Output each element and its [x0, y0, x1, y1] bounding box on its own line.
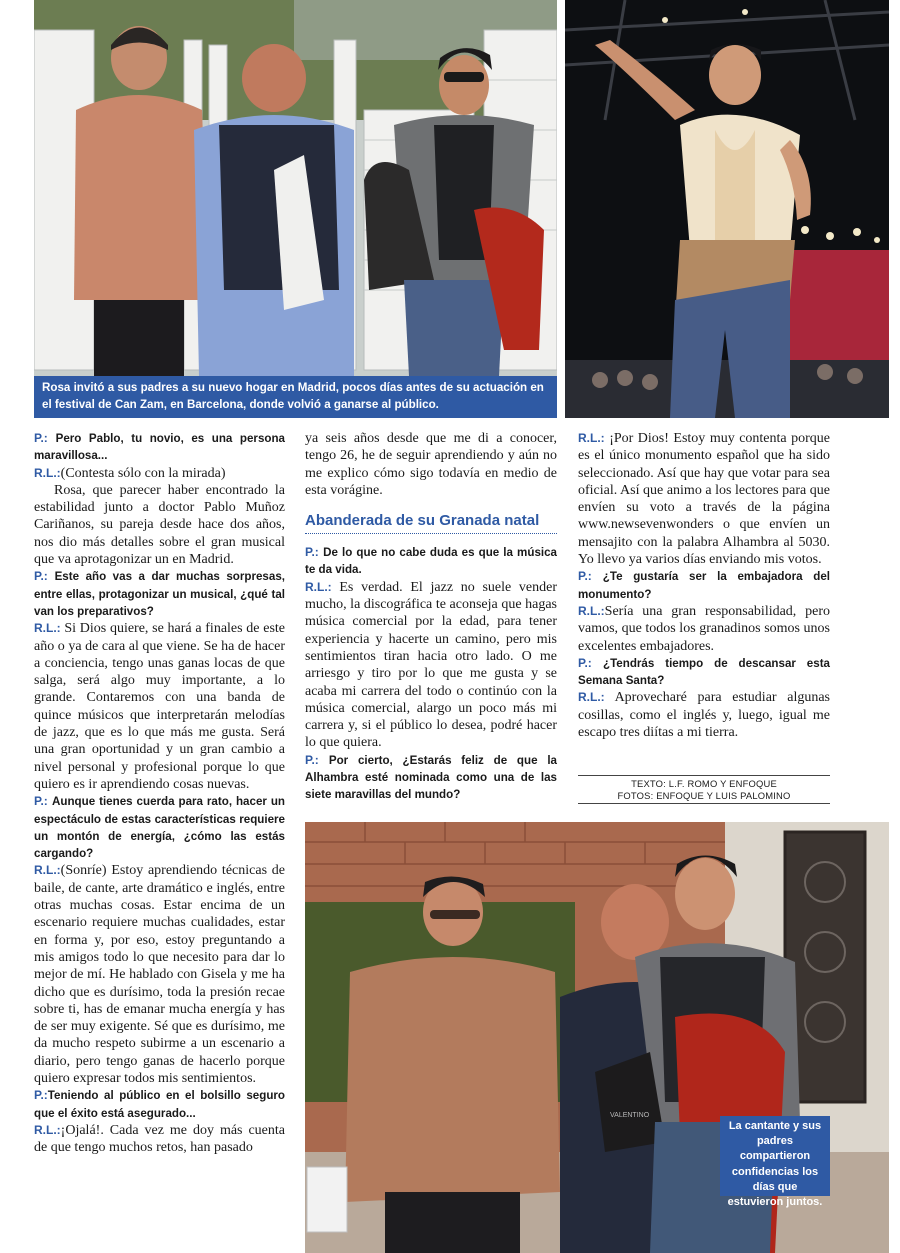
- answer-paragraph: [34, 620, 285, 793]
- photo-family-walking: [34, 0, 557, 376]
- photo-caption-bottom: La cantante y sus padres compartieron confidencias los días que estuvieron juntos.: [720, 1116, 830, 1196]
- answer-text: Aprovecharé para estudiar algunas cosillas, como el inglés y, luego, igual me escapo tres diítas a mi tierra.: [578, 690, 830, 741]
- photo-concert-stage: [565, 0, 889, 418]
- question-text: Pero Pablo, tu novio, es una persona maravillosa...: [34, 432, 286, 463]
- question-paragraph: [34, 793, 285, 862]
- question-paragraph: [34, 1087, 285, 1122]
- bag-brand-label: VALENTINO: [610, 1112, 650, 1119]
- speaker-label: P.:: [305, 752, 319, 767]
- question-text: Por cierto, ¿Estarás feliz de que la Alhambra esté nominada como una de las siete maravillas del mundo?: [305, 753, 557, 802]
- speaker-label: P.:: [578, 569, 592, 584]
- speaker-label: R.L.:: [34, 621, 61, 636]
- question-paragraph: [34, 568, 285, 620]
- answer-text: (Contesta sólo con la mirada): [60, 465, 226, 481]
- narrative-paragraph: Rosa, que parecer haber encontrado la estabilidad junto a doctor Pablo Muñoz Cariñanos, su pareja desde hace dos años, nos dio más detalles sobre el gran musical que va aprotagonizar un en Madrid.: [34, 482, 285, 568]
- question-text: ¿Tendrás tiempo de descansar esta Semana Santa?: [578, 656, 831, 688]
- answer-text: ¡Por Dios! Estoy muy contenta porque es el único monumento español que ha sido seleccionado. Así que hay que votar para sea oficial. Así que animo a los lectores para que envíen su voto a través de la página www.newsevenwonders o que envíen un mensajito con la palabra Alhambra al 5030. Yo llevo ya varios días enviando mis votos.: [578, 431, 831, 568]
- question-text: De lo que no cabe duda es que la música te da vida.: [305, 546, 558, 577]
- question-paragraph: [305, 544, 557, 579]
- question-paragraph: [34, 430, 285, 465]
- speaker-label: R.L.:: [578, 431, 605, 445]
- speaker-label: P.:: [34, 431, 48, 445]
- credit-photo-line: FOTOS: ENFOQUE Y LUIS PALOMINO: [617, 789, 791, 801]
- answer-text: Si Dios quiere, se hará a finales de este año o ya de cara al que viene. Se ha de hacer a conciencia, tengo unas ganas locas de que salga, será algo muy importante, a lo grande. Contaremos con una banda de quince músicos que interpretarán melodías de jazz, que es lo que más me gusta. Será una gran oportunidad y un gran cambio a nivel personal y profesional porque lo que quiero es ir aprendiendo cosas nuevas.: [34, 621, 285, 792]
- speaker-label: P.:: [578, 655, 592, 670]
- answer-text: Es verdad. El jazz no suele vender mucho, la discográfica te aconseja que hagas música comercial por la edad, para tener experiencia y hacerte un camino, pero mis sentimientos tiran hacia otro lado. O me arriesgo y tiro por lo que me gusta y se acaba mi carrera del todo o continúo con la música comercial, alargo un poco más mi carrera y, si el público lo desea, podré hacer lo que quiera.: [305, 579, 557, 751]
- question-paragraph: [578, 568, 830, 603]
- speaker-label: R.L.:: [305, 579, 332, 594]
- question-text: Aunque tienes cuerda para rato, hacer un espectáculo de estas características requiere un montón de energía, ¿cómo las estás cargando?: [34, 795, 286, 861]
- question-paragraph: [305, 752, 557, 804]
- article-column-2: [305, 430, 557, 804]
- speaker-label: P.:: [34, 794, 48, 809]
- photo-credits: [578, 775, 830, 804]
- credit-text-line: TEXTO: L.F. ROMO Y ENFOQUE: [631, 778, 777, 789]
- question-text: Teniendo al público en el bolsillo seguro que el éxito está asegurado...: [34, 1089, 285, 1120]
- speaker-label: P.:: [305, 545, 319, 560]
- answer-paragraph: [34, 1122, 285, 1157]
- section-subheading: Abanderada de su Granada natal: [305, 511, 557, 534]
- question-paragraph: [578, 655, 830, 690]
- answer-paragraph: [578, 603, 830, 655]
- answer-paragraph: [578, 430, 830, 568]
- speaker-label: R.L.:: [34, 465, 61, 480]
- photo-caption-top: Rosa invitó a sus padres a su nuevo hogar en Madrid, pocos días antes de su actuación en el festival de Can Zam, en Barcelona, donde volvió a ganarse al público.: [34, 376, 557, 418]
- answer-text: Sería una gran responsabilidad, pero vamos, que todos los granadinos somos unos excelentes embajadores.: [578, 603, 830, 654]
- speaker-label: P.:: [34, 569, 48, 584]
- answer-paragraph: [305, 579, 557, 752]
- narrative-paragraph: ya seis años desde que me di a conocer, tengo 26, he de seguir aprendiendo y aún no me explico cómo sigo todavía en medio de esta vorágine.: [305, 431, 557, 498]
- speaker-label: R.L.:: [578, 690, 605, 705]
- answer-paragraph: [578, 689, 830, 741]
- answer-text: ¡Ojalá!. Cada vez me doy más cuenta de que tengo muchos retos, han pasado: [34, 1122, 285, 1156]
- article-column-1: [34, 430, 285, 1156]
- question-text: Este año vas a dar muchas sorpresas, entre ellas, protagonizar un musical, ¿qué tal van los preparativos?: [34, 570, 285, 618]
- answer-paragraph: [34, 862, 285, 1087]
- answer-text: (Sonríe) Estoy aprendiendo técnicas de baile, de cante, arte dramático e inglés, entre otras muchas cosas. Estar encima de un escenario requiere muchas cualidades, estar en forma y, por eso, estoy preguntando a mis amigos todo lo que necesito para dar lo mejor de mí. He hablado con Gisela y me ha dicho que es durísimo, toda la presión recae sobre ti, has de emanar mucha energía y has de ser muy exigente. Sé que es durísimo, me da mucho respeto subirme a un escenario a diario, pero tengo ganas de hacerlo porque quiero expresar todos mis sentimientos.: [34, 863, 285, 1086]
- speaker-label: R.L.:: [578, 603, 605, 618]
- question-text: ¿Te gustaría ser la embajadora del monumento?: [578, 570, 831, 601]
- speaker-label: R.L.:: [34, 863, 61, 878]
- article-column-3: [578, 430, 830, 741]
- answer-paragraph: [34, 465, 285, 482]
- speaker-label: R.L.:: [34, 1122, 61, 1137]
- speaker-label: P.:: [34, 1088, 48, 1103]
